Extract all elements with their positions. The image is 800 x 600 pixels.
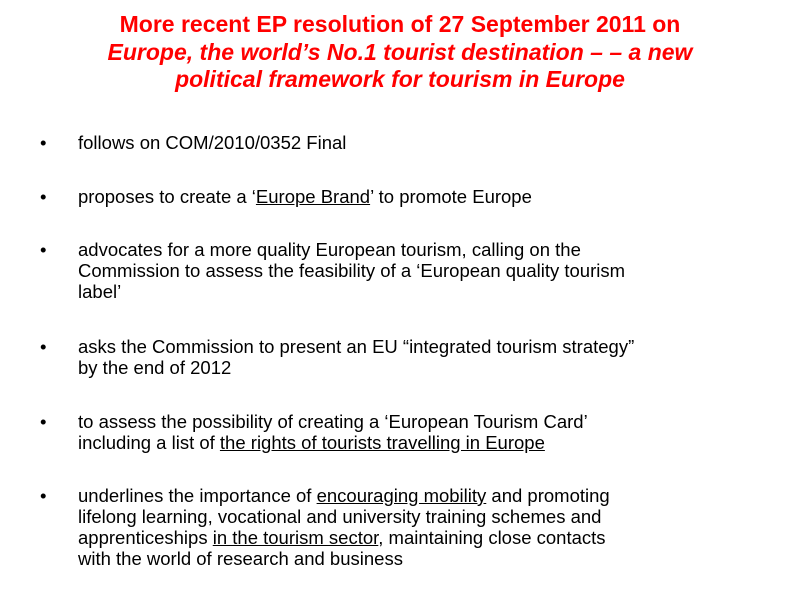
bullet-line: advocates for a more quality European tourism, calling on the [78,239,581,260]
bullet-text-part: proposes to create a ‘ [78,186,256,207]
slide-title-line-2: Europe, the world’s No.1 tourist destination – – a new [107,38,693,65]
bullet-text-part: ’ to promote Europe [370,186,532,207]
bullet-text [78,239,743,302]
bullet-icon: • [40,186,47,207]
bullet-item-quality-tourism [40,239,740,302]
bullet-item-integrated-strategy [40,336,740,378]
bullet-item-europe-brand [40,186,740,207]
bullet-icon: • [40,485,47,506]
bullet-item-mobility [40,485,740,569]
bullet-icon: • [40,239,47,260]
bullet-line: label’ [78,281,122,302]
bullet-line: to assess the possibility of creating a ‘European Tourism Card’ [78,411,588,432]
bullet-icon: • [40,132,47,153]
bullet-text [78,485,743,569]
bullet-text-part: and promoting [486,485,610,506]
bullet-line: with the world of research and business [78,548,403,569]
bullet-line [78,432,743,453]
bullet-text-part: apprenticeships [78,527,213,548]
bullet-text-part: underlines the importance of [78,485,317,506]
bullet-text: follows on COM/2010/0352 Final [78,132,347,153]
bullet-text [78,336,743,378]
slide-title-line-3: political framework for tourism in Europe [175,66,625,92]
bullet-text-part: including a list of [78,432,220,453]
bullet-line: asks the Commission to present an EU “integrated tourism strategy” [78,336,635,357]
tourism-sector-underlined: in the tourism sector [212,527,379,548]
slide-title-line-1: More recent EP resolution of 27 September 2011 on [119,11,681,37]
europe-brand-underlined: Europe Brand [255,186,371,207]
bullet-text-part: , maintaining close contacts [378,527,606,548]
slide-title [40,11,760,94]
bullet-line: by the end of 2012 [78,357,232,378]
bullet-text [78,411,743,453]
encouraging-mobility-underlined: encouraging mobility [316,485,487,506]
bullet-line [78,485,743,506]
bullet-text [78,186,743,207]
bullet-item-com-reference [40,132,740,153]
bullet-item-tourism-card [40,411,740,453]
bullet-icon: • [40,411,47,432]
bullet-line: lifelong learning, vocational and university training schemes and [78,506,602,527]
bullet-icon: • [40,336,47,357]
bullet-line [78,527,743,548]
bullet-line: Commission to assess the feasibility of a ‘European quality tourism [78,260,626,281]
tourist-rights-underlined: the rights of tourists travelling in Europe [219,432,545,453]
